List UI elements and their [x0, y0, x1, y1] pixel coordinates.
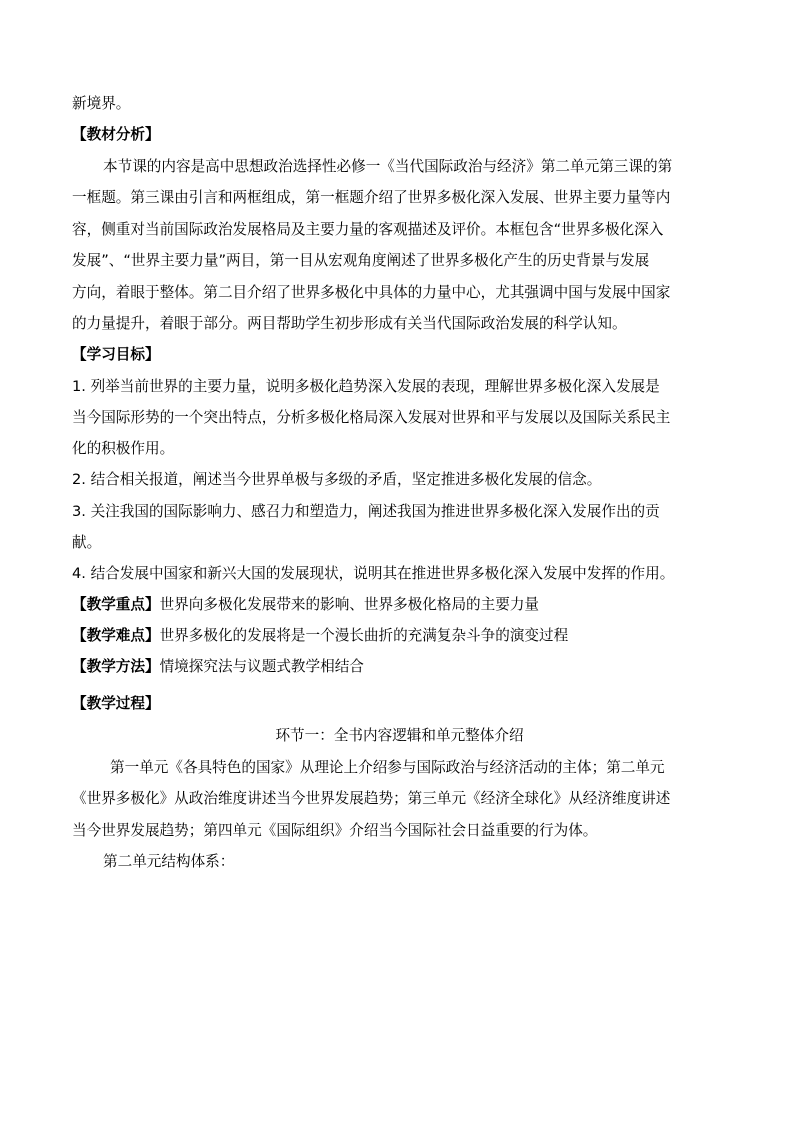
learning-goal-line-4: 2. 结合相关报道，阐述当今世界单极与多级的矛盾，坚定推进多极化发展的信念。 [72, 471, 602, 488]
learning-goal-line-6: 献。 [72, 534, 102, 551]
key-points-text: 世界向多极化发展带来的影响、世界多极化格局的主要力量 [159, 596, 540, 613]
learning-goals-heading: 【学习目标】 [72, 346, 160, 363]
textbook-analysis-heading: 【教材分析】 [72, 126, 160, 143]
textbook-analysis-line-1: 本节课的内容是高中思想政治选择性必修一《当代国际政治与经济》第二单元第三课的第 [103, 158, 673, 175]
learning-goal-line-3: 化的积极作用。 [72, 440, 175, 457]
process-line-3: 当今世界发展趋势；第四单元《国际组织》介绍当今国际社会日益重要的行为体。 [72, 822, 598, 839]
process-line-2: 《世界多极化》从政治维度讲述当今世界发展趋势；第三单元《经济全球化》从经济维度讲述 [72, 790, 671, 807]
key-points-label: 【教学重点】 [72, 596, 160, 613]
textbook-analysis-line-5: 方向，着眼于整体。第二目介绍了世界多极化中具体的力量中心，尤其强调中国与发展中国家 [72, 284, 671, 301]
methods-row [72, 657, 727, 677]
intro-tail-text: 新境界。 [72, 95, 131, 112]
textbook-analysis-line-2: 一框题。第三课由引言和两框组成，第一框题介绍了世界多极化深入发展、世界主要力量等内 [72, 189, 671, 206]
textbook-analysis-line-6: 的力量提升，着眼于部分。两目帮助学生初步形成有关当代国际政治发展的科学认知。 [72, 315, 627, 332]
learning-goal-line-7: 4. 结合发展中国家和新兴大国的发展现状，说明其在推进世界多极化深入发展中发挥的作用。 [72, 565, 675, 582]
key-points-row [72, 595, 727, 615]
difficulties-text: 世界多极化的发展将是一个漫长曲折的充满复杂斗争的演变过程 [159, 627, 569, 644]
learning-goal-line-5: 3. 关注我国的国际影响力、感召力和塑造力，阐述我国为推进世界多极化深入发展作出的贡 [72, 503, 660, 520]
learning-goal-line-1: 1. 列举当前世界的主要力量，说明多极化趋势深入发展的表现，理解世界多极化深入发展是 [72, 378, 660, 395]
textbook-analysis-line-4: 发展”、“世界主要力量”两目，第一目从宏观角度阐述了世界多极化产生的历史背景与发展 [72, 252, 650, 269]
process-line-1: 第一单元《各具特色的国家》从理论上介绍参与国际政治与经济活动的主体；第二单元 [110, 759, 665, 776]
unit2-structure-label: 第二单元结构体系： [103, 853, 235, 870]
methods-text: 情境探究法与议题式教学相结合 [159, 658, 364, 675]
methods-label: 【教学方法】 [72, 658, 160, 675]
section-title: 环节一：全书内容逻辑和单元整体介绍 [275, 727, 524, 744]
learning-goal-line-2: 当今国际形势的一个突出特点，分析多极化格局深入发展对世界和平与发展以及国际关系民主 [72, 409, 671, 426]
difficulties-label: 【教学难点】 [72, 627, 160, 644]
textbook-analysis-line-3: 容，侧重对当前国际政治发展格局及主要力量的客观描述及评价。本框包含“世界多极化深入 [72, 221, 664, 238]
process-heading: 【教学过程】 [72, 695, 160, 712]
difficulties-row [72, 626, 727, 646]
